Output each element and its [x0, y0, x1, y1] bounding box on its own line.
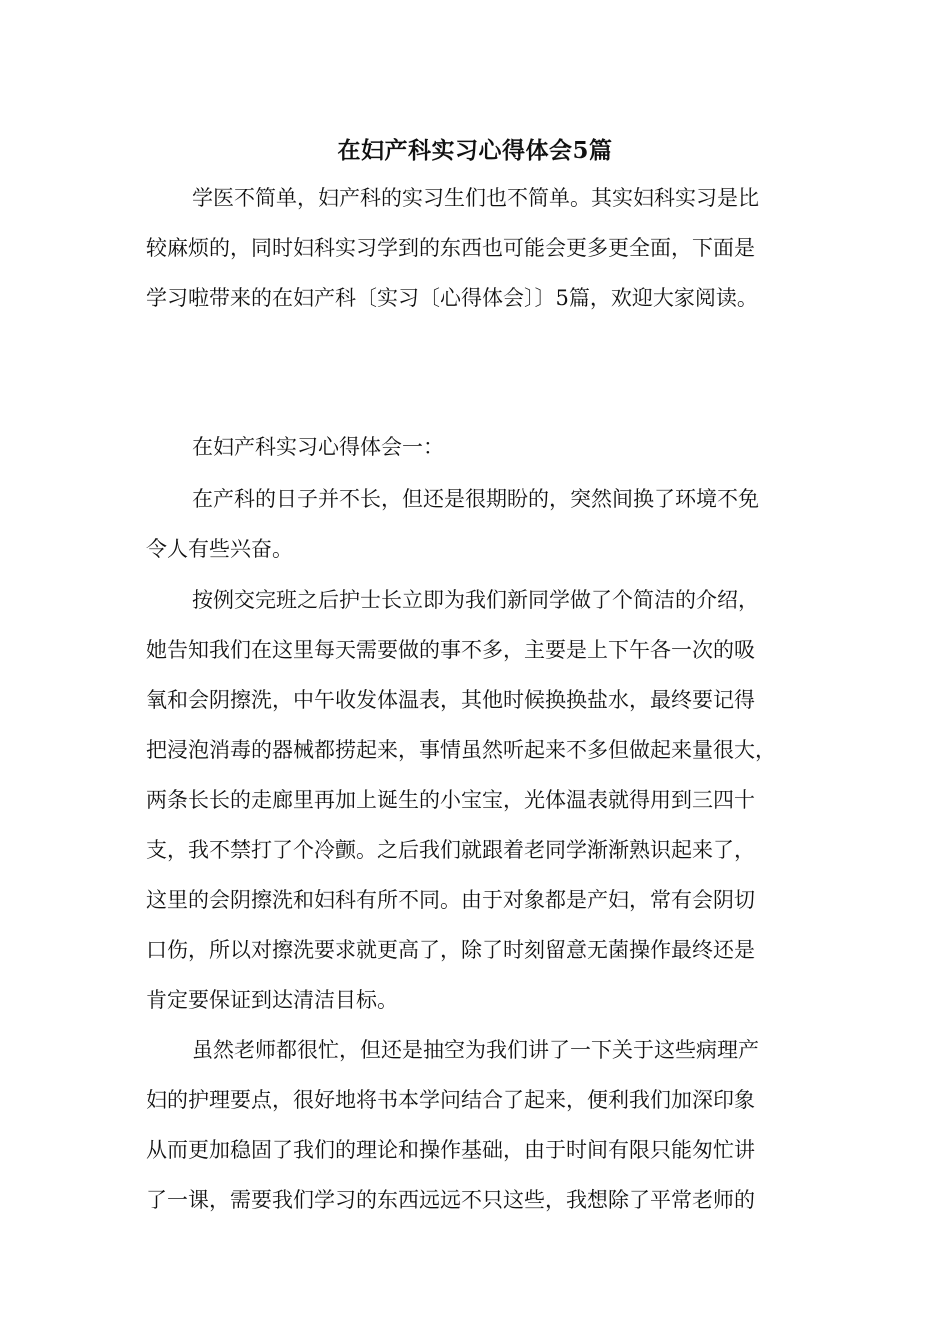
paragraph-line: 肯定要保证到达清洁目标。	[146, 988, 398, 1012]
paragraph-line: 妇的护理要点，很好地将书本学问结合了起来，便利我们加深印象	[146, 1088, 755, 1112]
paragraph-line: 她告知我们在这里每天需要做的事不多，主要是上下午各一次的吸	[146, 638, 755, 662]
paragraph-line: 按例交完班之后护士长立即为我们新同学做了个简洁的介绍，	[192, 588, 759, 612]
paragraph-line: 两条长长的走廊里再加上诞生的小宝宝，光体温表就得用到三四十	[146, 788, 755, 812]
section-heading-block	[146, 422, 818, 472]
paragraph-line: 了一课，需要我们学习的东西远远不只这些，我想除了平常老师的	[146, 1188, 755, 1212]
section-heading: 在妇产科实习心得体会一：	[192, 435, 444, 459]
paragraph-line: 学医不简单，妇产科的实习生们也不简单。其实妇科实习是比	[192, 186, 759, 210]
paragraph-line: 虽然老师都很忙，但还是抽空为我们讲了一下关于这些病理产	[192, 1038, 759, 1062]
paragraph-line: 口伤，所以对擦洗要求就更高了，除了时刻留意无菌操作最终还是	[146, 938, 755, 962]
document-title: 在妇产科实习心得体会5篇	[337, 137, 613, 164]
paragraph-line: 支，我不禁打了个冷颤。之后我们就跟着老同学渐渐熟识起来了，	[146, 838, 755, 862]
paragraph-line: 在产科的日子并不长，但还是很期盼的，突然间换了环境不免	[192, 487, 759, 511]
paragraph-line: 学习啦带来的在妇产科〔实习〔心得体会〕〕5篇，欢迎大家阅读。	[146, 286, 758, 310]
paragraph-1	[146, 474, 818, 574]
intro-paragraph	[146, 173, 818, 323]
paragraph-line: 把浸泡消毒的器械都捞起来，事情虽然听起来不多但做起来量很大，	[146, 738, 776, 762]
paragraph-line: 从而更加稳固了我们的理论和操作基础，由于时间有限只能匆忙讲	[146, 1138, 755, 1162]
paragraph-line: 令人有些兴奋。	[146, 537, 293, 561]
paragraph-3	[146, 1025, 818, 1225]
paragraph-line: 这里的会阴擦洗和妇科有所不同。由于对象都是产妇，常有会阴切	[146, 888, 755, 912]
paragraph-line: 较麻烦的，同时妇科实习学到的东西也可能会更多更全面，下面是	[146, 236, 755, 260]
paragraph-line: 氧和会阴擦洗，中午收发体温表，其他时候换换盐水，最终要记得	[146, 688, 755, 712]
paragraph-2	[146, 575, 818, 1025]
